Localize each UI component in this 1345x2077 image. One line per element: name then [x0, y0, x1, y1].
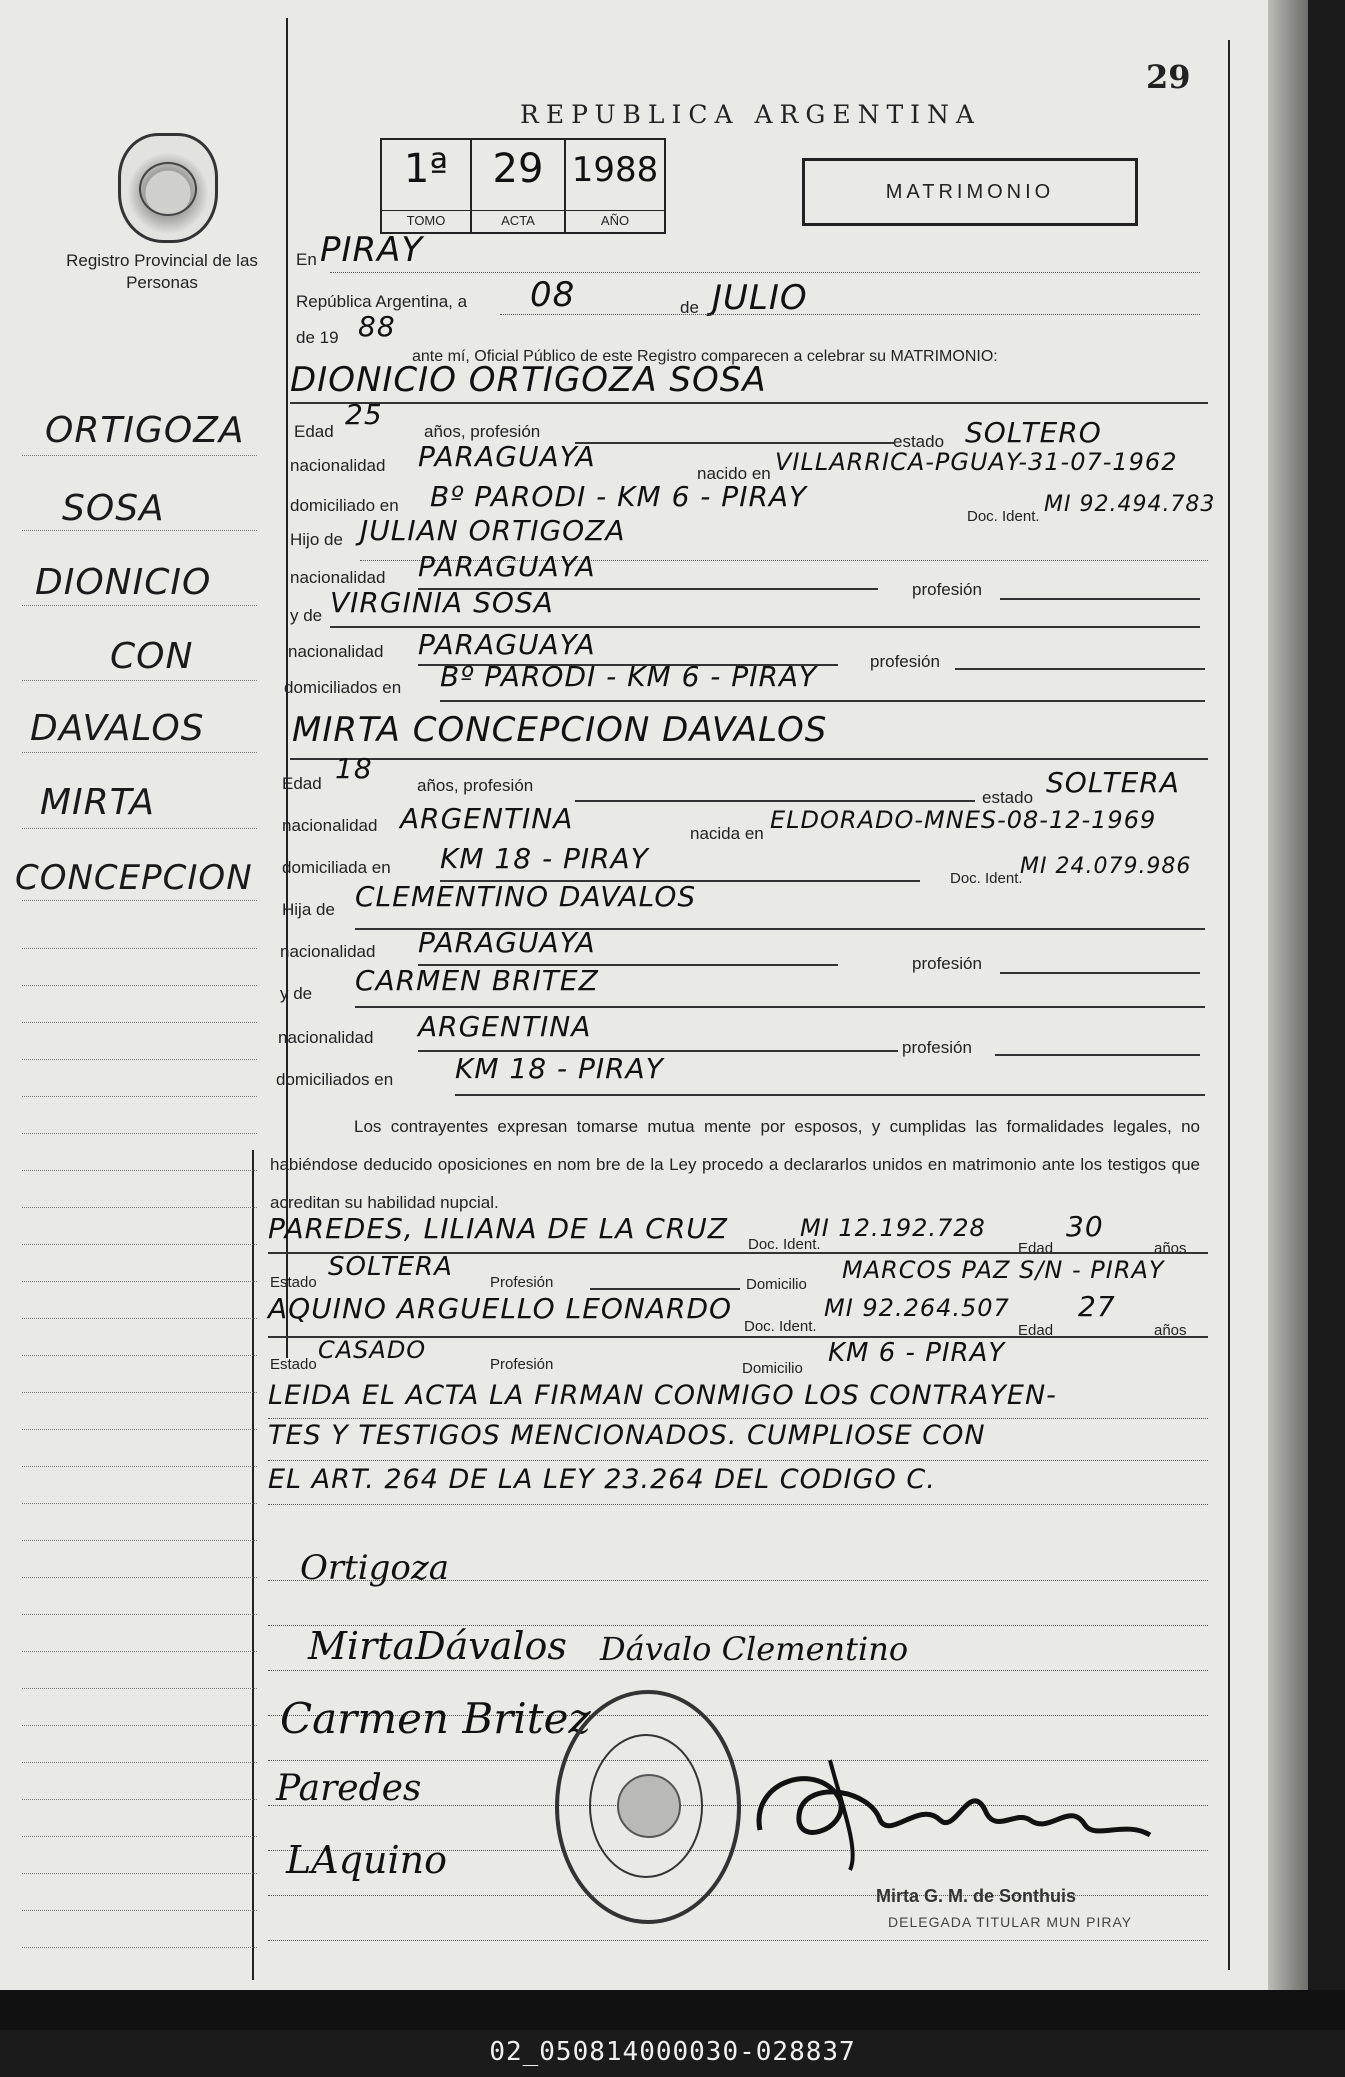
witness1-edad-label: Edad — [1018, 1240, 1054, 1257]
groom-profesion-label: años, profesión — [424, 422, 541, 441]
day: 08 — [530, 275, 576, 315]
signature-bride-father: Dávalo Clementino — [600, 1630, 909, 1668]
tomo-label: TOMO — [382, 210, 470, 228]
record-id-box — [380, 138, 666, 234]
groom-doc: MI 92.494.783 — [1044, 492, 1216, 517]
bride-father-nat-label: nacionalidad — [280, 942, 376, 961]
groom-age: 25 — [345, 398, 383, 431]
groom-mother-nat-label: nacionalidad — [288, 642, 384, 661]
margin-name-4: CON — [110, 636, 194, 677]
groom-estado-label: estado — [893, 432, 945, 451]
groom-estado: SOLTERO — [965, 416, 1102, 449]
witness1-doc-label: Doc. Ident. — [748, 1236, 821, 1253]
bride-dom-label: domiciliada en — [282, 858, 391, 877]
groom-parents-addr-label: domiciliados en — [284, 678, 402, 697]
witness2-dom-label: Domicilio — [742, 1360, 803, 1377]
margin-name-2: SOSA — [62, 488, 165, 529]
bride-nat-label: nacionalidad — [282, 816, 378, 835]
republica-label: República Argentina, a — [296, 292, 468, 311]
groom-birthplace: VILLARRICA-PGUAY-31-07-1962 — [775, 448, 1178, 476]
page-number: 29 — [1146, 58, 1191, 96]
registry-name: Registro Provincial de las Personas — [66, 251, 258, 292]
ante-text: ante mí, Oficial Público de este Registro comparecen a celebrar su MATRIMONIO: — [412, 348, 998, 365]
groom-father-nat: PARAGUAYA — [418, 550, 596, 583]
margin-name-7: CONCEPCION — [15, 858, 253, 898]
acta-value: 29 — [492, 146, 544, 192]
official-stamp — [555, 1690, 741, 1924]
groom-mother-nat: PARAGUAYA — [418, 628, 596, 661]
bride-age: 18 — [335, 752, 373, 785]
groom-edad-label: Edad — [294, 422, 334, 441]
groom-parents-addr: Bº PARODI - KM 6 - PIRAY — [440, 660, 818, 693]
groom-doc-label: Doc. Ident. — [967, 508, 1040, 525]
bride-father: CLEMENTINO DAVALOS — [355, 880, 697, 913]
bride-mother-prof-label: profesión — [902, 1038, 972, 1057]
bride-doc-label: Doc. Ident. — [950, 870, 1023, 887]
groom-father-label: Hijo de — [290, 530, 343, 549]
officer-signature — [730, 1740, 1180, 1890]
stamp-emblem-icon — [617, 1774, 681, 1838]
bride-parents-addr: KM 18 - PIRAY — [455, 1052, 664, 1085]
witness2-age: 27 — [1078, 1290, 1116, 1323]
bride-estado-label: estado — [982, 788, 1034, 807]
acta-label: ACTA — [472, 210, 564, 228]
signature-groom: Ortigoza — [300, 1548, 450, 1588]
bride-mother-nat: ARGENTINA — [418, 1010, 592, 1043]
groom-father-nat-label: nacionalidad — [290, 568, 386, 587]
witness2-doc-label: Doc. Ident. — [744, 1318, 817, 1335]
witness1-name: PAREDES, LILIANA DE LA CRUZ — [268, 1212, 728, 1245]
bride-birthplace: ELDORADO-MNES-08-12-1969 — [770, 806, 1157, 834]
bride-mother-nat-label: nacionalidad — [278, 1028, 374, 1047]
tomo-value: 1ª — [403, 146, 449, 192]
witness1-estado: SOLTERA — [328, 1252, 453, 1282]
bride-nacida-label: nacida en — [690, 824, 764, 843]
groom-dom-label: domiciliado en — [290, 496, 399, 515]
bride-doc: MI 24.079.986 — [1020, 854, 1192, 879]
signature-bride: MirtaDávalos — [308, 1624, 567, 1668]
witness2-doc: MI 92.264.507 — [824, 1294, 1010, 1322]
witness2-estado: CASADO — [318, 1336, 427, 1364]
anio-label: AÑO — [566, 210, 664, 228]
place: PIRAY — [320, 230, 424, 270]
signature-bride-mother: Carmen Britez — [280, 1694, 591, 1743]
bride-father-label: Hija de — [282, 900, 335, 919]
groom-address: Bº PARODI - KM 6 - PIRAY — [430, 480, 808, 513]
witness1-anios-label: años — [1154, 1240, 1187, 1257]
en-label: En — [296, 250, 317, 269]
witness1-dom-label: Domicilio — [746, 1276, 807, 1293]
right-rule — [1228, 40, 1230, 1970]
witness2-estado-label: Estado — [270, 1356, 317, 1373]
bride-nationality: ARGENTINA — [400, 802, 574, 835]
witness2-prof-label: Profesión — [490, 1356, 554, 1373]
closing-line-2: TES Y TESTIGOS MENCIONADOS. CUMPLIOSE CON — [268, 1420, 986, 1451]
signature-witness2: LAquino — [286, 1838, 447, 1882]
de-label: de — [680, 298, 699, 317]
groom-nationality: PARAGUAYA — [418, 440, 596, 473]
groom-nacido-label: nacido en — [697, 464, 771, 483]
groom-mother-prof-label: profesión — [870, 652, 940, 671]
witness2-anios-label: años — [1154, 1322, 1187, 1339]
margin-name-5: DAVALOS — [30, 708, 205, 749]
witness1-domicilio: MARCOS PAZ S/N - PIRAY — [842, 1256, 1165, 1284]
groom-nat-label: nacionalidad — [290, 456, 386, 475]
bride-address: KM 18 - PIRAY — [440, 842, 649, 875]
bride-estado: SOLTERA — [1046, 766, 1180, 799]
year-prefix: de 19 — [296, 328, 339, 347]
bride-parents-addr-label: domiciliados en — [276, 1070, 394, 1089]
groom-mother-label: y de — [290, 606, 323, 625]
anio-value: 1988 — [571, 150, 659, 190]
officer-title: DELEGADA TITULAR MUN PIRAY — [888, 1914, 1133, 1930]
witness1-prof-label: Profesión — [490, 1274, 554, 1291]
bride-mother: CARMEN BRITEZ — [355, 964, 599, 997]
witness1-estado-label: Estado — [270, 1274, 317, 1291]
groom-father: JULIAN ORTIGOZA — [360, 514, 626, 547]
closing-line-1: LEIDA EL ACTA LA FIRMAN CONMIGO LOS CONTRAYEN- — [268, 1380, 1057, 1411]
witness2-domicilio: KM 6 - PIRAY — [828, 1338, 1006, 1368]
margin-name-6: MIRTA — [40, 782, 156, 823]
bride-edad-label: Edad — [282, 774, 322, 793]
provincial-seal — [118, 133, 218, 243]
margin-name-1: ORTIGOZA — [45, 410, 245, 451]
book-spine — [1268, 0, 1308, 2000]
act-type-box: MATRIMONIO — [802, 158, 1138, 226]
witness2-name: AQUINO ARGUELLO LEONARDO — [268, 1292, 733, 1325]
scan-id: 02_050814000030-028837 — [489, 2037, 856, 2067]
witness1-age: 30 — [1066, 1210, 1104, 1243]
groom-father-prof-label: profesión — [912, 580, 982, 599]
officer-name: Mirta G. M. de Sonthuis — [876, 1886, 1077, 1906]
groom-full-name: DIONICIO ORTIGOZA SOSA — [290, 360, 767, 400]
bride-father-prof-label: profesión — [912, 954, 982, 973]
year-suffix: 88 — [358, 310, 396, 343]
scan-border — [0, 1990, 1345, 2030]
country-heading: REPUBLICA ARGENTINA — [520, 100, 981, 129]
groom-mother: VIRGINIA SOSA — [330, 586, 554, 619]
bride-profesion-label: años, profesión — [417, 776, 534, 795]
month: JULIO — [712, 278, 808, 318]
bride-mother-label: y de — [280, 984, 313, 1003]
bride-father-nat: PARAGUAYA — [418, 926, 596, 959]
bride-full-name: MIRTA CONCEPCION DAVALOS — [292, 710, 828, 750]
closing-line-3: EL ART. 264 DE LA LEY 23.264 DEL CODIGO C. — [268, 1464, 936, 1495]
signature-witness1: Paredes — [276, 1768, 422, 1809]
witness2-edad-label: Edad — [1018, 1322, 1054, 1339]
margin-name-3: DIONICIO — [35, 562, 212, 603]
witness1-doc: MI 12.192.728 — [800, 1214, 986, 1242]
declaration-text: Los contrayentes expresan tomarse mutua mente por esposos, y cumplidas las formalidades legales, no habiéndose deducido oposiciones en nom bre de la Ley procedo a declararlos unidos en matrimonio ante los testigos que acreditan su habilidad nupcial. — [270, 1117, 1200, 1212]
